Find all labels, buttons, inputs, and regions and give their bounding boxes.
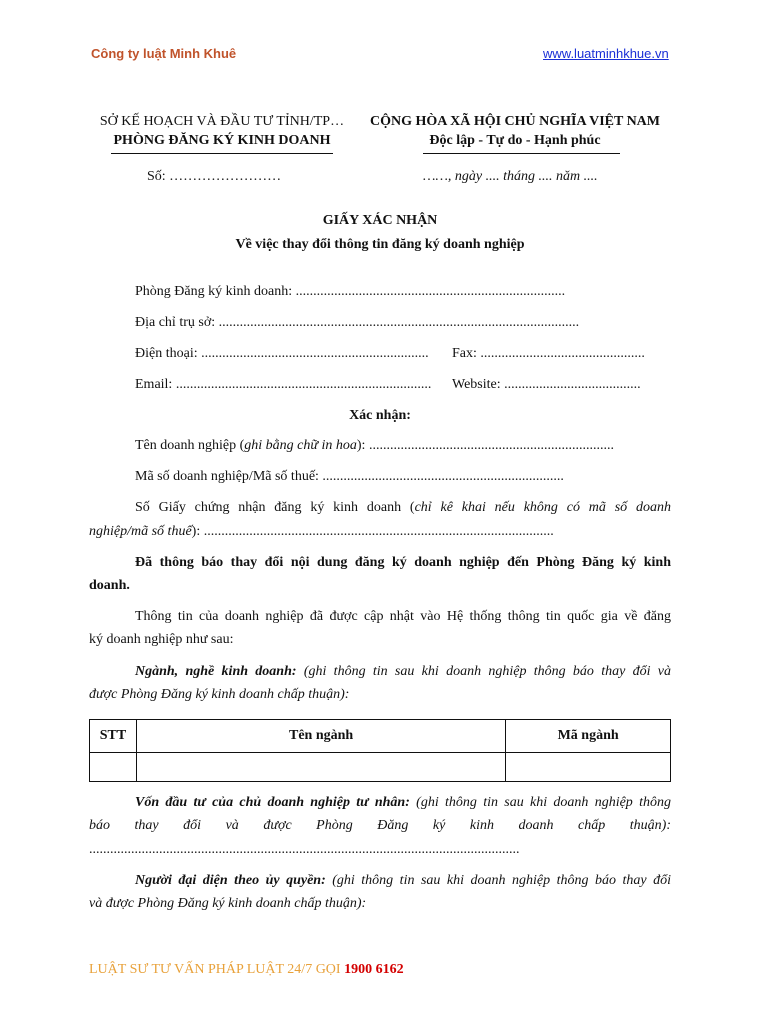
document-number: Số: …………………… <box>147 169 282 184</box>
capital-dots: ........................................................................................................................... <box>89 842 520 857</box>
document-title: GIẤY XÁC NHẬN <box>322 213 438 228</box>
national-motto: Độc lập - Tự do - Hạnh phúc <box>429 133 601 148</box>
updated-line2: ký doanh nghiệp như sau: <box>89 632 234 647</box>
notice-line2: doanh. <box>89 578 130 593</box>
taxcode-field: Mã số doanh nghiệp/Mã số thuế: ..................................................................... <box>135 469 564 484</box>
certificate-field-line2: nghiệp/mã số thuế): .................................................................................................... <box>89 524 554 539</box>
department-name: SỞ KẾ HOẠCH VÀ ĐẦU TƯ TỈNH/TP… <box>99 114 345 129</box>
office-field: Phòng Đăng ký kinh doanh: ............................................................................. <box>135 284 566 299</box>
representative-line1: Người đại diện theo ủy quyền: (ghi thông tin sau khi doanh nghiệp thông báo thay đổi <box>135 873 671 888</box>
right-heading-underline <box>423 153 620 154</box>
industry-line2: được Phòng Đăng ký kinh doanh chấp thuận): <box>89 687 350 702</box>
col-header-ma-nganh: Mã ngành <box>506 720 671 753</box>
industry-table <box>89 719 671 782</box>
table-row <box>90 753 671 782</box>
table-cell <box>506 753 671 782</box>
notice-line1: Đã thông báo thay đổi nội dung đăng ký doanh nghiệp đến Phòng Đăng ký kinh <box>135 555 671 570</box>
table-cell <box>90 753 137 782</box>
hotline-number[interactable]: 1900 6162 <box>344 962 404 977</box>
capital-line2: báo thay đổi và được Phòng Đăng ký kinh doanh chấp thuận): <box>89 818 671 833</box>
col-header-ten-nganh: Tên ngành <box>136 720 505 753</box>
left-heading-underline <box>111 153 333 154</box>
enterprise-name-field: Tên doanh nghiệp (ghi bằng chữ in hoa): ...................................................................... <box>135 438 614 453</box>
representative-line2: và được Phòng Đăng ký kinh doanh chấp thuận): <box>89 896 367 911</box>
address-field: Địa chỉ trụ sở: ....................................................................................................... <box>135 315 580 330</box>
footer-hotline: LUẬT SƯ TƯ VẤN PHÁP LUẬT 24/7 GỌI 1900 6162 <box>89 962 404 977</box>
confirm-heading: Xác nhận: <box>349 408 411 423</box>
fax-field: Fax: ............................................... <box>452 346 645 361</box>
col-header-stt: STT <box>90 720 137 753</box>
phone-field: Điện thoại: ................................................................. <box>135 346 429 361</box>
table-header-row <box>90 720 671 753</box>
capital-line1: Vốn đầu tư của chủ doanh nghiệp tư nhân: (ghi thông tin sau khi doanh nghiệp thông <box>135 795 671 810</box>
table-cell <box>136 753 505 782</box>
office-name: PHÒNG ĐĂNG KÝ KINH DOANH <box>113 133 331 148</box>
issue-date: ……, ngày .... tháng .... năm .... <box>423 169 598 184</box>
certificate-field-line1: Số Giấy chứng nhận đăng ký kinh doanh (chỉ kê khai nếu không có mã số doanh <box>135 500 671 515</box>
national-title: CỘNG HÒA XÃ HỘI CHỦ NGHĨA VIỆT NAM <box>369 114 660 129</box>
updated-line1: Thông tin của doanh nghiệp đã được cập nhật vào Hệ thống thông tin quốc gia về đăng <box>135 609 671 624</box>
document-subtitle: Về việc thay đổi thông tin đăng ký doanh nghiệp <box>235 237 525 252</box>
industry-line1: Ngành, nghề kinh doanh: (ghi thông tin sau khi doanh nghiệp thông báo thay đổi và <box>135 664 672 679</box>
email-field: Email: ......................................................................... <box>135 377 432 392</box>
company-name: Công ty luật Minh Khuê <box>91 46 237 61</box>
website-field: Website: ....................................... <box>452 377 641 392</box>
website-link[interactable]: www.luatminhkhue.vn <box>543 46 669 61</box>
